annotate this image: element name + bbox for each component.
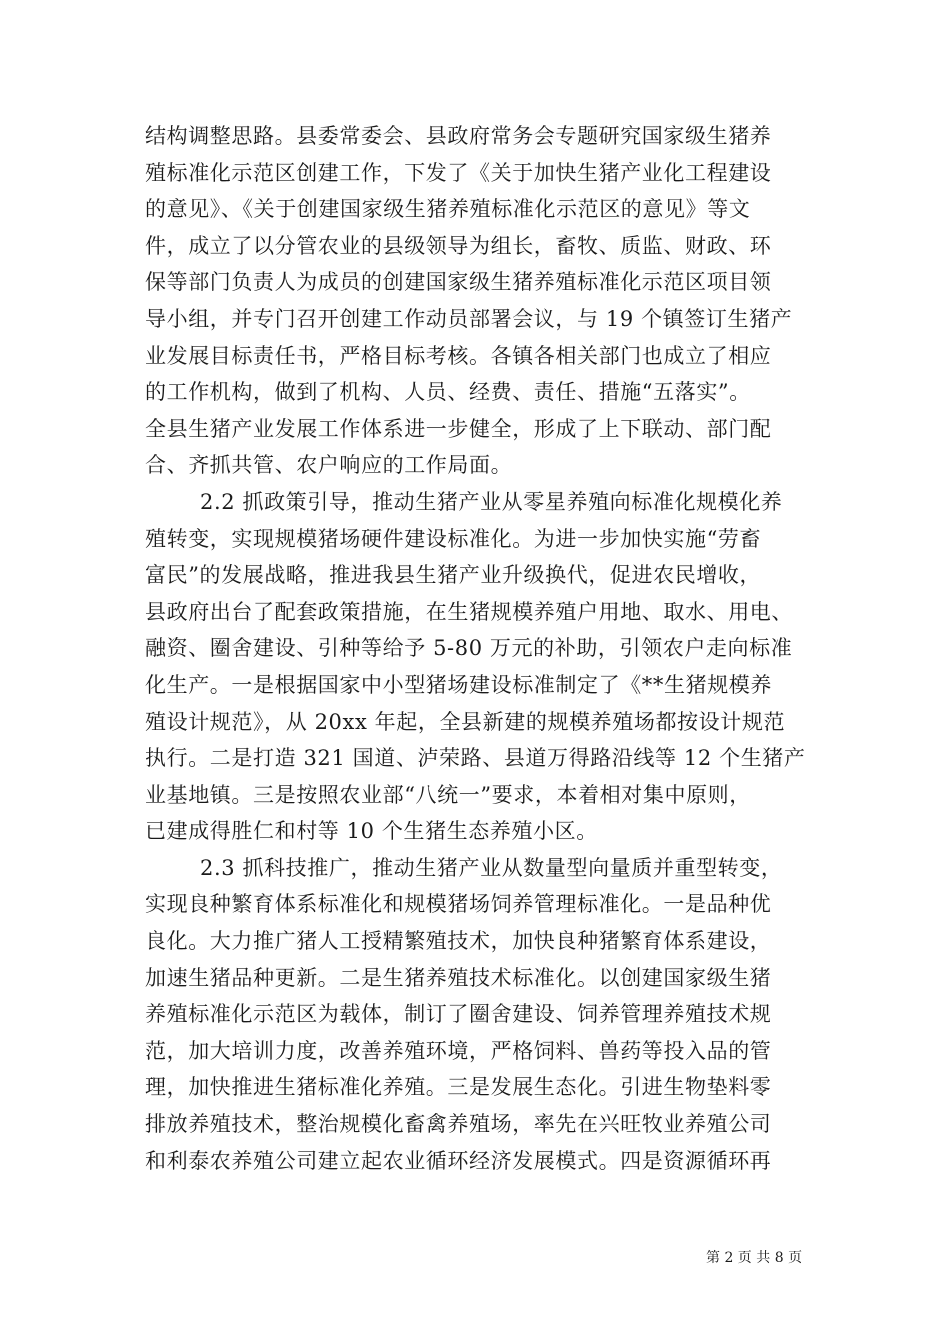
text-line: 良化。大力推广猪人工授精繁殖技术，加快良种猪繁育体系建设， [145,929,772,954]
text-line: 殖标准化示范区创建工作，下发了《关于加快生猪产业化工程建设 [145,160,772,185]
text-line: 理，加快推进生猪标准化养殖。三是发展生态化。引进生物垫料零 [145,1075,772,1100]
text-line: 结构调整思路。县委常委会、县政府常务会专题研究国家级生猪养 [145,124,772,148]
text-line: 业基地镇。三是按照农业部“八统一”要求，本着相对集中原则， [145,782,751,807]
text-line: 2.2 抓政策引导，推动生猪产业从零星养殖向标准化规模化养 [200,489,783,514]
document-body [145,118,817,1179]
text-line: 和利泰农养殖公司建立起农业循环经济发展模式。四是资源循环再 [145,1148,772,1173]
text-line: 合、齐抓共管、农户响应的工作局面。 [145,453,513,478]
text-line: 实现良种繁育体系标准化和规模猪场饲养管理标准化。一是品种优 [145,892,772,917]
text-line: 已建成得胜仁和村等 10 个生猪生态养殖小区。 [145,819,598,844]
text-line: 化生产。一是根据国家中小型猪场建设标准制定了《**生猪规模养 [145,672,772,697]
text-line: 的工作机构，做到了机构、人员、经费、责任、措施“五落实”。 [145,380,751,405]
text-line: 执行。二是打造 321 国道、泸荣路、县道万得路沿线等 12 个生猪产 [145,746,806,771]
text-line: 养殖标准化示范区为载体，制订了圈舍建设、饲养管理养殖技术规 [145,1002,772,1027]
text-line: 件，成立了以分管农业的县级领导为组长，畜牧、质监、财政、环 [145,233,772,258]
paragraph-3 [145,850,817,1179]
text-line: 全县生猪产业发展工作体系进一步健全，形成了上下联动、部门配 [145,416,772,441]
text-line: 殖设计规范》，从 20xx 年起，全县新建的规模养殖场都按设计规范 [145,709,786,734]
text-line: 保等部门负责人为成员的创建国家级生猪养殖标准化示范区项目领 [145,270,772,295]
paragraph-1 [145,118,817,484]
text-line: 范，加大培训力度，改善养殖环境，严格饲料、兽药等投入品的管 [145,1038,772,1063]
paragraph-2 [145,484,817,850]
text-line: 融资、圈舍建设、引种等给予 5-80 万元的补助，引领农户走向标准 [145,636,793,661]
text-line: 导小组，并专门召开创建工作动员部署会议，与 19 个镇签订生猪产 [145,306,793,331]
text-line: 业发展目标责任书，严格目标考核。各镇各相关部门也成立了相应 [145,343,772,368]
text-line: 的意见》、《关于创建国家级生猪养殖标准化示范区的意见》等文 [145,197,751,222]
text-line: 富民”的发展战略，推进我县生猪产业升级换代，促进农民增收， [145,563,762,588]
text-line: 2.3 抓科技推广，推动生猪产业从数量型向量质并重型转变， [200,855,783,880]
text-line: 县政府出台了配套政策措施，在生猪规模养殖户用地、取水、用电、 [145,599,793,624]
page-number: 第 2 页 共 8 页 [706,1250,803,1266]
text-line: 殖转变，实现规模猪场硬件建设标准化。为进一步加快实施“劳畜 [145,526,762,551]
text-line: 排放养殖技术，整治规模化畜禽养殖场，率先在兴旺牧业养殖公司 [145,1112,772,1137]
text-line: 加速生猪品种更新。二是生猪养殖技术标准化。以创建国家级生猪 [145,965,772,990]
